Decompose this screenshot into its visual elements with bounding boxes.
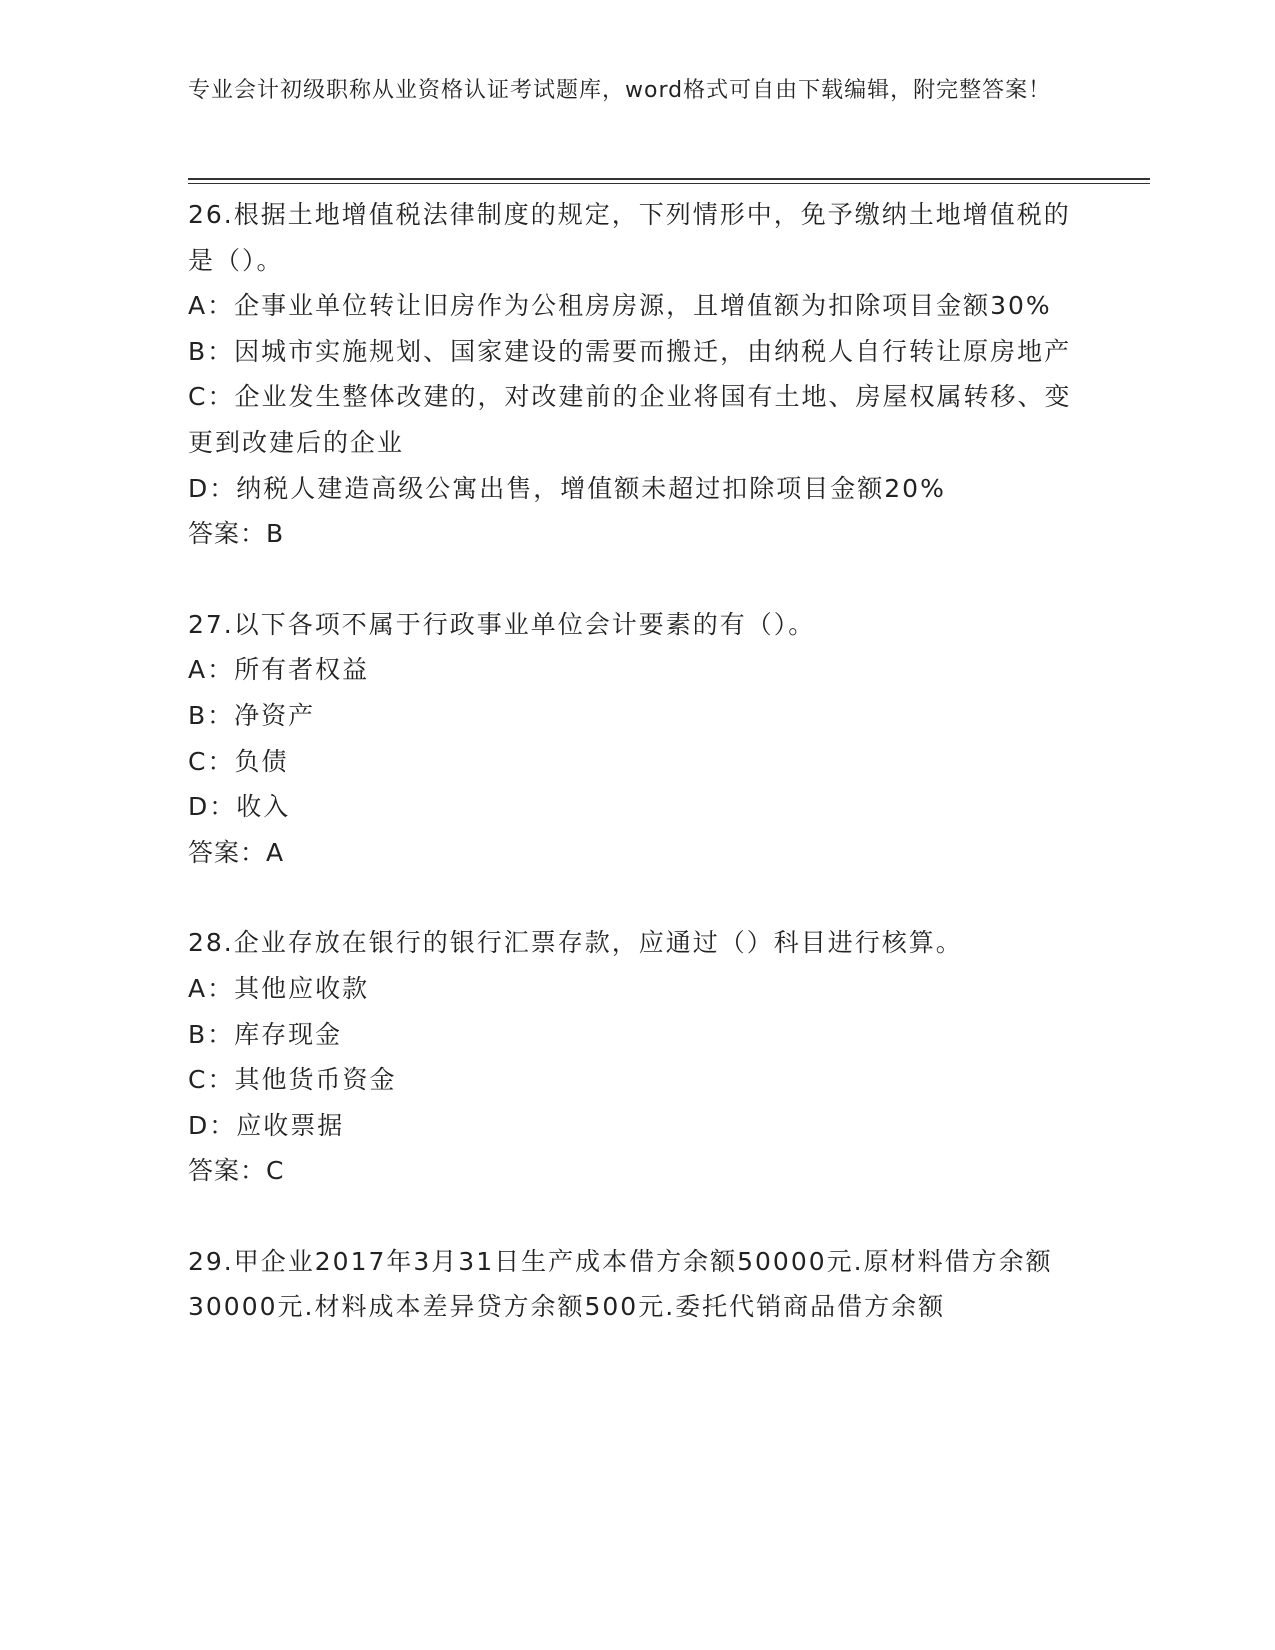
question-26	[188, 192, 1088, 557]
header-divider-thick	[188, 178, 1150, 180]
option-c: C：企业发生整体改建的，对改建前的企业将国有土地、房屋权属转移、变更到改建后的企业	[188, 382, 1072, 457]
question-stem: 26.根据土地增值税法律制度的规定，下列情形中，免予缴纳土地增值税的是（）。	[188, 200, 1071, 275]
answer: 答案：B	[188, 519, 285, 549]
option-d: D：收入	[188, 792, 291, 822]
option-b: B：库存现金	[188, 1019, 343, 1049]
question-stem: 29.甲企业2017年3月31日生产成本借方余额50000元.原材料借方余额30000元.材料成本差异贷方余额500元.委托代销商品借方余额	[188, 1246, 1053, 1322]
header-divider-thin	[188, 183, 1150, 184]
option-c: C：其他货币资金	[188, 1065, 397, 1095]
answer: 答案：A	[188, 837, 285, 867]
option-a: A：其他应收款	[188, 973, 370, 1003]
answer: 答案：C	[188, 1156, 285, 1186]
option-b: B：净资产	[188, 700, 316, 730]
option-d: D：纳税人建造高级公寓出售，增值额未超过扣除项目金额20%	[188, 473, 946, 503]
question-list	[188, 192, 1088, 1375]
option-d: D：应收票据	[188, 1110, 345, 1140]
option-a: A：企事业单位转让旧房作为公租房房源，且增值额为扣除项目金额30%	[188, 291, 1052, 321]
question-stem: 28.企业存放在银行的银行汇票存款，应通过（）科目进行核算。	[188, 928, 963, 958]
option-c: C：负债	[188, 746, 289, 776]
option-a: A：所有者权益	[188, 655, 370, 685]
question-29	[188, 1239, 1088, 1330]
option-b: B：因城市实施规划、国家建设的需要而搬迁，由纳税人自行转让原房地产	[188, 336, 1072, 366]
document-header: 专业会计初级职称从业资格认证考试题库，word格式可自由下载编辑，附完整答案！	[188, 78, 1052, 103]
question-27	[188, 602, 1088, 876]
question-stem: 27.以下各项不属于行政事业单位会计要素的有（）。	[188, 609, 816, 639]
question-28	[188, 920, 1088, 1194]
